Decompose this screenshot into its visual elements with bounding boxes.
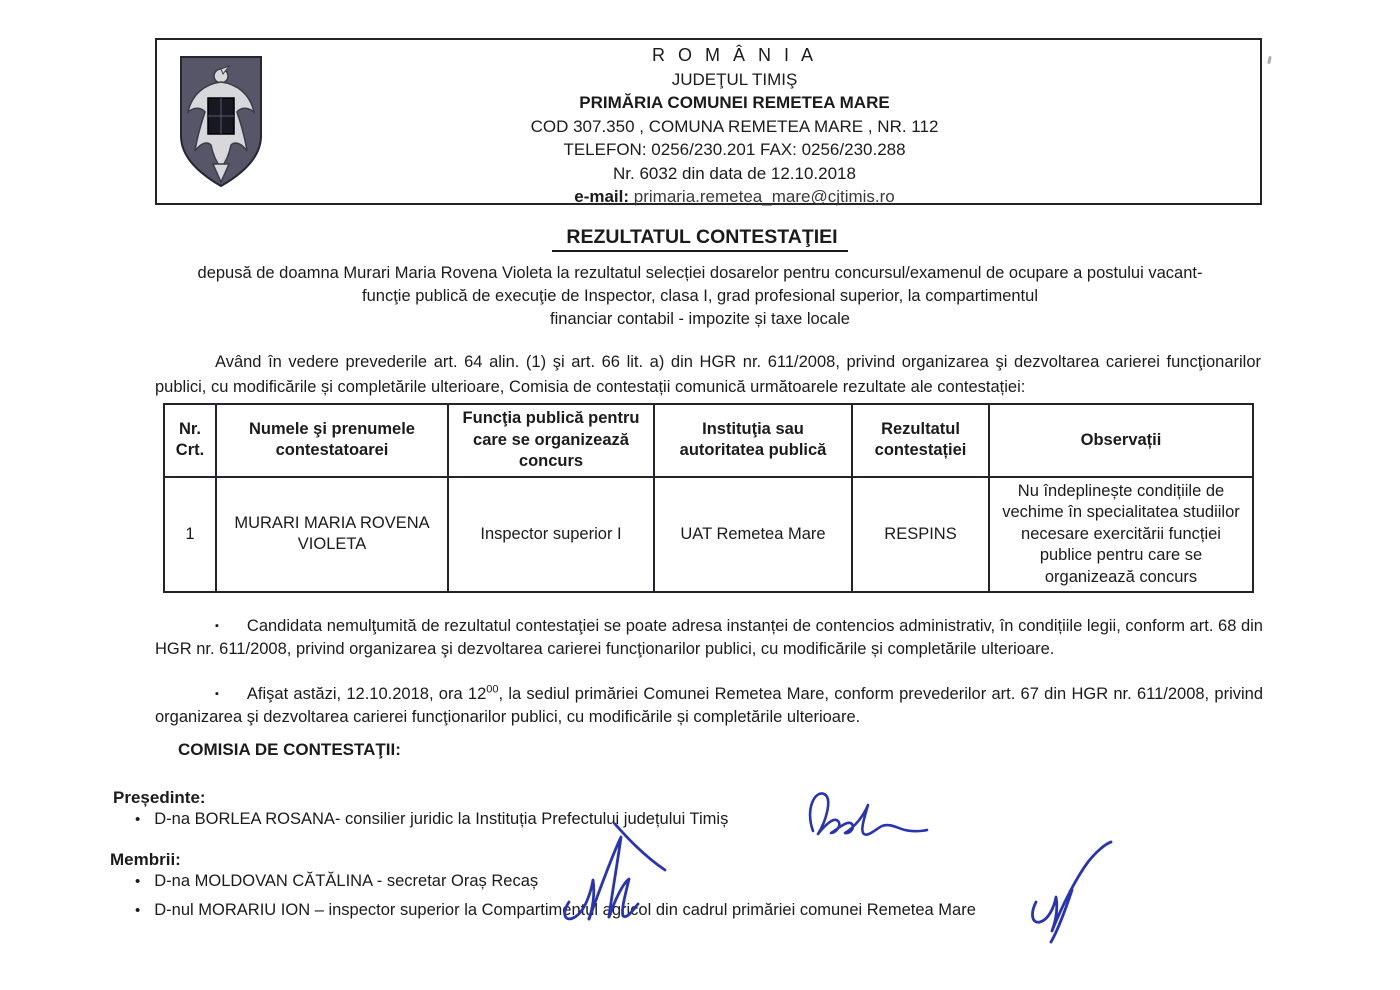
cell-observations: Nu îndeplinește condițiile de vechime în specialitatea studiilor necesare exercitării funcției publice pentru care se organizează concurs [989, 477, 1253, 593]
president-signature [793, 783, 933, 845]
round-bullet-icon: • [135, 902, 141, 919]
scan-artifact [1267, 56, 1272, 64]
col-header-nr-crt: Nr. Crt. [164, 404, 216, 477]
table-row [164, 477, 1253, 593]
email-line [209, 185, 1260, 209]
member2-signature [1020, 840, 1118, 948]
contestation-results-table [163, 403, 1254, 593]
members-label: Membrii: [110, 850, 181, 869]
col-header-institution: Instituţia sau autoritatea publică [654, 404, 852, 477]
cell-name: MURARI MARIA ROVENA VIOLETA [216, 477, 448, 593]
commission-heading: COMISIA DE CONTESTAŢII: [178, 740, 401, 759]
note-afisat [155, 683, 1263, 730]
letterhead-text [157, 44, 1260, 209]
col-header-name: Numele şi prenumele contestatoarei [216, 404, 448, 477]
cell-nr-crt: 1 [164, 477, 216, 593]
member-name-text: D-nul MORARIU ION – inspector superior la Compartimentul agricol din cadrul primăriei comunei Remetea Mare [154, 901, 976, 919]
registration-number-line: Nr. 6032 din data de 12.10.2018 [613, 163, 856, 183]
cell-function: Inspector superior I [448, 477, 654, 593]
square-bullet-icon: ▪ [215, 619, 219, 632]
table-header-row [164, 404, 1253, 477]
letterhead-box [155, 38, 1262, 205]
document-title: REZULTATUL CONTESTAŢIEI [0, 226, 1400, 249]
county-name: JUDEŢUL TIMIŞ [671, 69, 798, 89]
note-hour-superscript: 00 [486, 683, 499, 695]
subtitle-line: funcţie publică de execuţie de Inspector, clasa I, grad profesional superior, la compartimentul [362, 287, 1038, 305]
col-header-function: Funcţia publică pentru care se organizează concurs [448, 404, 654, 477]
col-header-result: Rezultatul contestației [852, 404, 989, 477]
president-name-text: D-na BORLEA ROSANA- consilier juridic la Instituția Prefectului județului Timiș [154, 810, 729, 828]
member1-signature [553, 818, 671, 928]
member-name-text: D-na MOLDOVAN CĂTĂLINA - secretar Oraș Recaș [154, 872, 539, 890]
email-address: primaria.remetea_mare@cjtimis.ro [633, 187, 895, 206]
note-text-post: , la sediul primăriei Comunei Remetea Mare, conform prevederilor art. 67 din HGR nr. 611/2008, privind organizarea şi dezvoltarea carierei funcţionarilor publici, cu modificările și completările ulterioare. [155, 684, 1263, 726]
institution-name: PRIMĂRIA COMUNEI REMETEA MARE [579, 93, 890, 112]
member-list-item [135, 872, 538, 891]
legal-intro-paragraph: Având în vedere prevederile art. 64 alin. (1) şi art. 66 lit. a) din HGR nr. 611/2008, privind organizarea şi dezvoltarea carierei funcţionarilor publici, cu modificările și completările ulterioare, Comisia de contestații comunică următoarele rezultate ale contestației: [155, 353, 1261, 396]
president-label: Președinte: [113, 788, 206, 807]
subtitle-line: financiar contabil - impozite și taxe locale [550, 310, 850, 328]
country-name: R O M Â N I A [651, 45, 818, 65]
round-bullet-icon: • [135, 873, 141, 890]
subtitle-line: depusă de doamna Murari Maria Rovena Violeta la rezultatul selecției dosarelor pentru concursul/examenul de ocupare a postului vacant- [197, 264, 1203, 282]
square-bullet-icon: ▪ [215, 687, 219, 700]
email-label: e-mail: [574, 187, 630, 206]
phone-fax-line: TELEFON: 0256/230.201 FAX: 0256/230.288 [563, 140, 906, 159]
note-text: Candidata nemulţumită de rezultatul contestaţiei se poate adresa instanței de contencios administrativ, în condițiile legii, conform art. 68 din HGR nr. 611/2008, privind organizarea şi dezvoltarea carierei funcţionarilor publici, cu modificările și completările ulterioare. [155, 616, 1263, 658]
note-contencios [155, 615, 1263, 662]
note-text-pre: Afişat astăzi, 12.10.2018, ora 12 [246, 684, 487, 703]
round-bullet-icon: • [135, 811, 141, 828]
cell-result: RESPINS [852, 477, 989, 593]
address-line: COD 307.350 , COMUNA REMETEA MARE , NR. 112 [530, 116, 939, 136]
cell-institution: UAT Remetea Mare [654, 477, 852, 593]
col-header-observations: Observații [989, 404, 1253, 477]
document-subtitle [140, 262, 1260, 331]
